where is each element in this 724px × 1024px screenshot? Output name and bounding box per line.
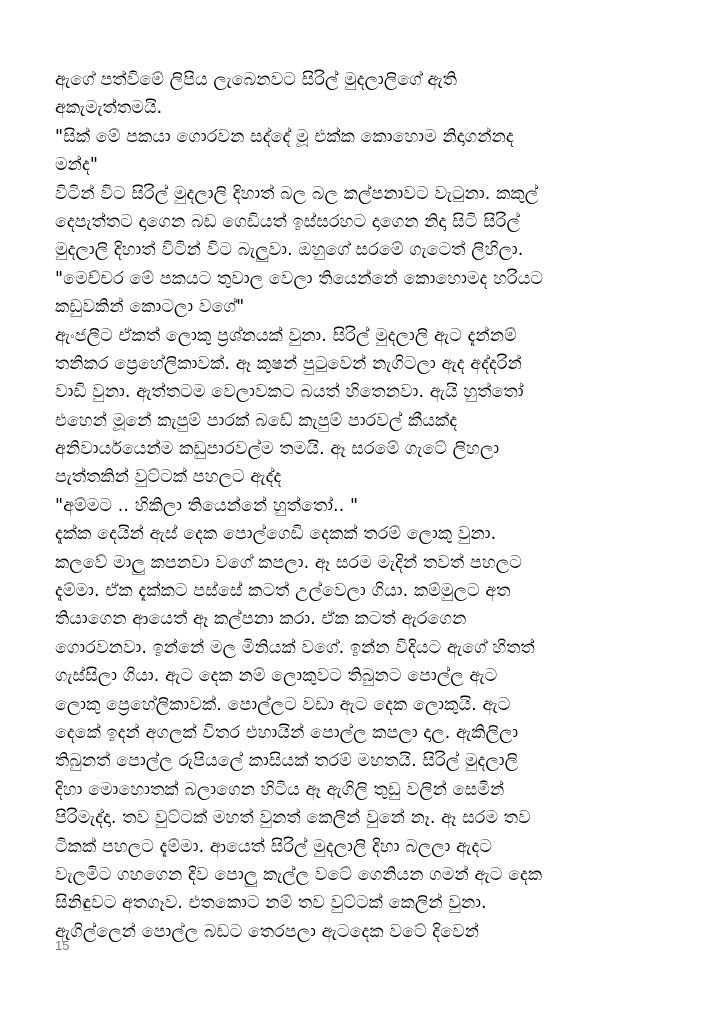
- text-line: "අම්මට .. හිකිලා තියෙන්නේ හුත්තෝ.. ": [55, 495, 359, 516]
- text-line: අකැමැත්තමයි.: [55, 98, 163, 119]
- text-line: සිනිඳුවට අතගෑව. එතකොට නම් තව වුට්ටක් කෙලින් වුනා.: [55, 893, 487, 914]
- text-line: අනිවාර්යයෙන්ම කඩුපාරවල්ම තමයි. ඈ සරමේ ගැටේ ලිහලා: [55, 439, 500, 460]
- text-line: මන්ද": [55, 155, 99, 176]
- text-line: තනිකර ප්‍රෙහේලිකාවක්. ඈ කුෂන් පුටුවෙන් නැගිටලා ඇද අද්දරින්: [55, 353, 522, 374]
- text-line: තියාගෙන ආයෙත් ඈ කල්පනා කරා. ඒක කටත් ඇරගෙන: [55, 609, 467, 630]
- page-number: 15: [55, 938, 70, 953]
- text-line: වැලමිට ගහගෙන දිව පොලු කැල්ල වටේ ගෙනියන ගමන් ඇට දෙක: [55, 864, 543, 885]
- text-line: ඇංජලීට ඒකත් ලොකු ප්‍රශ්නයක් වුනා. සිරිල් මුදලාලි ඇට දැන්නම්: [55, 325, 517, 346]
- text-line: මුදලාලි දිහාත් විටින් විට බැලුවා. ඔහුගේ සරමේ ගැටෙත් ලිහිලා.: [55, 240, 524, 261]
- text-line: පැත්තකින් වුට්ටක් පහලට ඇද්ද: [55, 467, 282, 488]
- text-line: විටින් විට සිරිල් මුදලාලි දිහාත් බල බල කල්පනාවට වැටුනා. කකුල්: [55, 183, 539, 204]
- text-line: කඩුවකින් කොටලා වගේ": [55, 297, 245, 318]
- text-line: ගොරවනවා. ඉන්නේ මල මිනියක් වගේ. ඉන්න විදියට ඇගේ හිතත්: [55, 637, 535, 658]
- text-line: දැම්මා. ඒක දැක්කට පස්සේ කටත් උල්වෙලා ගියා. කම්මුලට අත: [55, 581, 511, 602]
- text-line: එහෙන් මූනේ කැපුම් පාරක් බඩේ කැපුම් පාරවල් කීයක්ද: [55, 410, 458, 431]
- text-line: "සික් මේ පකයා ගොරවන සද්දේ මූ එක්ක කොහොම නිදාගන්නද: [55, 126, 514, 147]
- text-line: දෙකේ ඉදන් අගලක් විතර එහායින් පොල්ල කපලා දාල. ඇකිලිලා: [55, 722, 519, 743]
- text-line: ඇගිල්ලෙන් පොල්ල බඩට තෙරපලා ඇටදෙක වටේ දිවෙන්: [55, 921, 480, 942]
- text-line: ඇගේ පත්විමේ ලිපිය ලැබෙනවට සිරිල් මුදලාලිගේ ඇති: [55, 70, 458, 90]
- text-line: ගැස්සිලා ගියා. ඇට දෙක නම් ලොකුවට තිබුනට පොල්ල ඇට: [55, 666, 498, 687]
- text-line: දිහා මොහොතක් බලාගෙන හිටිය ඈ ඇගිලි තුඩු වලින් සෙමින්: [55, 779, 505, 800]
- text-line: පිරිමැද්දා. තව වුට්ටක් මහත් වුනත් කෙලින් වුනේ නෑ. ඈ සරම තව: [55, 808, 531, 829]
- text-line: වාඩි වුනා. ඇත්තටම වෙලාවකට බයත් හිතෙනවා. ඇයි හුත්තෝ: [55, 382, 524, 403]
- text-line: තිබුනත් පොල්ල රුපියලේ කාසියක් තරම් මහතයි. සිරිල් මුදලාලි: [55, 751, 519, 772]
- text-line: "මෙච්චර මේ පකයට තුවාල වෙලා තියෙන්නේ කොහොමද හරියට: [55, 268, 544, 289]
- body-text: [55, 66, 681, 946]
- text-line: දෙපැත්තට දාගෙන බඩ ගෙඩියත් ඉස්සරහට දාගෙන නිදා සිටි සිරිල්: [55, 211, 520, 232]
- text-line: කලවේ මාලු කපනවා වගේ කපලා. ඈ සරම මැදින් තවත් පහලට: [55, 552, 522, 573]
- text-line: දැක්ක දෙයින් ඇස් දෙක පොල්ගෙඩි දෙකක් තරම් ලොකු වුනා.: [55, 524, 497, 545]
- text-line: ලොකු ප්‍රෙහේලිකාවක්. පොල්ලට වඩා ඇට දෙක ලොකුයි. ඇට: [55, 694, 511, 715]
- text-line: ටිකක් පහලට දැම්මා. ආයෙත් සිරිල් මුදලාලි දිහා බලලා ඇදට: [55, 836, 492, 857]
